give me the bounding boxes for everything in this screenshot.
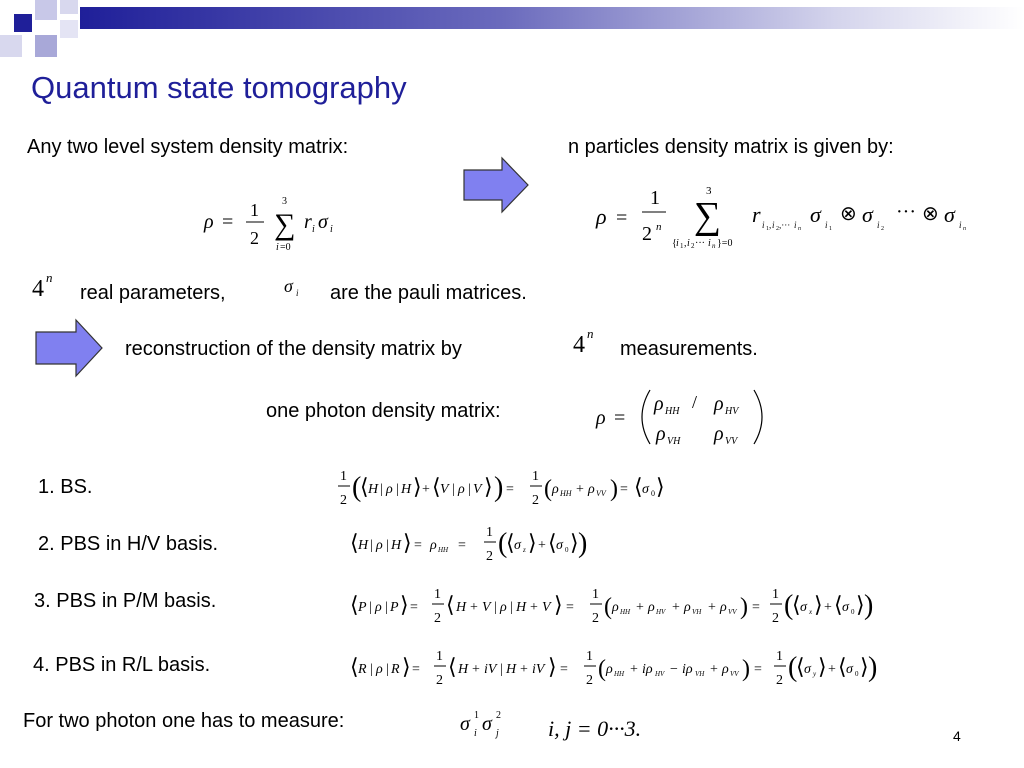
svg-text:H: H [516, 600, 527, 615]
svg-text:⟨: ⟨ [350, 654, 359, 679]
svg-text:R: R [391, 662, 400, 677]
header-square-light [60, 0, 78, 14]
svg-text:2: 2 [340, 493, 347, 508]
svg-text:⟨: ⟨ [634, 474, 643, 499]
svg-text:i: i [474, 728, 477, 739]
svg-text:2: 2 [881, 226, 884, 232]
svg-text:i: i [762, 220, 765, 230]
svg-text:ρ: ρ [722, 662, 729, 677]
svg-text:1: 1 [474, 710, 479, 721]
svg-text:⟨: ⟨ [838, 654, 847, 679]
svg-text:V: V [482, 600, 491, 615]
svg-text:⟩: ⟩ [814, 592, 823, 617]
svg-text:∑: ∑ [694, 195, 722, 237]
svg-text:i: i [687, 238, 690, 249]
svg-text:2: 2 [486, 549, 493, 564]
svg-text:ρ: ρ [430, 538, 437, 553]
svg-text:): ) [740, 594, 748, 620]
svg-text:1: 1 [776, 649, 783, 664]
svg-text:|: | [380, 482, 383, 497]
svg-text:|: | [396, 482, 399, 497]
svg-text:ρ: ρ [596, 204, 607, 229]
svg-text:···: ··· [695, 238, 705, 249]
svg-text:+: + [824, 600, 832, 615]
svg-text:=: = [222, 211, 234, 233]
svg-text:(: ( [544, 476, 552, 502]
formula-sigma-pair [458, 704, 518, 744]
svg-text:=0: =0 [280, 242, 291, 253]
svg-text:0: 0 [565, 546, 569, 554]
formula-4n [30, 270, 64, 306]
svg-text:σ: σ [804, 662, 811, 677]
svg-text:0: 0 [851, 608, 855, 616]
svg-text:σ: σ [642, 482, 649, 497]
svg-text:n: n [963, 226, 966, 232]
svg-text:⟩: ⟩ [570, 530, 579, 555]
svg-text:,: , [684, 238, 687, 249]
svg-text:σ: σ [482, 713, 492, 735]
svg-text:σ: σ [514, 538, 521, 553]
svg-text:0: 0 [855, 670, 859, 678]
svg-text:σ: σ [460, 713, 470, 735]
svg-text:⟩: ⟩ [403, 530, 412, 555]
header-square-dark [14, 14, 32, 32]
svg-text:1: 1 [650, 187, 660, 209]
svg-text:/: / [692, 392, 698, 412]
svg-text:): ) [578, 528, 588, 559]
svg-text:|: | [385, 600, 388, 615]
svg-text:H: H [391, 538, 402, 553]
formula-sigma-i [282, 276, 310, 302]
svg-text:ρ: ρ [588, 482, 595, 497]
svg-text:HV: HV [656, 608, 666, 616]
svg-text:⟨: ⟨ [360, 474, 369, 499]
svg-text:|: | [452, 482, 455, 497]
svg-text:2: 2 [496, 710, 501, 721]
svg-text:ρ: ρ [684, 600, 691, 615]
svg-text:=: = [560, 662, 568, 677]
formula-bs [336, 462, 686, 514]
svg-text:|: | [370, 662, 373, 677]
svg-text:n: n [587, 326, 594, 341]
formula-pbs-rl [348, 642, 918, 692]
svg-text:H: H [506, 662, 517, 677]
svg-text:ρ: ρ [552, 482, 559, 497]
svg-text:ρ: ρ [386, 482, 393, 497]
svg-text:): ) [742, 656, 750, 682]
svg-text:+: + [422, 482, 430, 497]
svg-text:(: ( [352, 472, 362, 503]
svg-text:i: i [794, 220, 797, 230]
svg-text:i: i [877, 220, 880, 230]
svg-text:σ: σ [846, 662, 853, 677]
svg-text:): ) [864, 590, 874, 621]
svg-text:R: R [358, 662, 367, 677]
text-index-range: i, j = 0···3. [548, 716, 642, 741]
svg-text:i: i [676, 238, 679, 249]
svg-text:ρ: ρ [596, 407, 606, 429]
svg-text:3: 3 [282, 196, 287, 207]
svg-text:2: 2 [250, 228, 259, 248]
svg-text:⟩: ⟩ [818, 654, 827, 679]
svg-text:VV: VV [725, 436, 738, 447]
svg-text:⟩: ⟩ [554, 592, 563, 617]
header-square-light [0, 35, 22, 57]
svg-text:iV: iV [484, 662, 497, 677]
svg-text:=: = [754, 662, 762, 677]
svg-text:ρ: ρ [204, 211, 214, 233]
svg-text:H: H [458, 662, 469, 677]
svg-text:σ: σ [944, 202, 955, 227]
text-any-two-level: Any two level system density matrix: [27, 136, 349, 158]
svg-text:+: + [538, 538, 546, 553]
arrow-icon [34, 318, 104, 378]
svg-text:1: 1 [772, 587, 779, 602]
svg-text:(: ( [598, 656, 606, 682]
svg-text:VV: VV [596, 489, 606, 498]
text-pauli: are the pauli matrices. [330, 282, 527, 304]
svg-text:∑: ∑ [274, 208, 296, 241]
svg-text:−: − [670, 662, 678, 677]
svg-text:1: 1 [434, 587, 441, 602]
svg-text:=: = [412, 662, 420, 677]
svg-text:⟩: ⟩ [400, 592, 409, 617]
svg-text:ρ: ρ [375, 600, 382, 615]
svg-text:σ: σ [800, 600, 807, 615]
svg-text:1: 1 [680, 242, 684, 250]
svg-text:2: 2 [434, 611, 441, 626]
svg-text:r: r [304, 211, 312, 233]
svg-text:=: = [506, 482, 514, 497]
svg-text:1: 1 [532, 469, 539, 484]
header-square-mid [35, 35, 57, 57]
svg-text:+: + [472, 662, 480, 677]
svg-text:⟩: ⟩ [856, 592, 865, 617]
svg-text:⟨: ⟨ [446, 592, 455, 617]
svg-text:|: | [369, 600, 372, 615]
svg-text:σ: σ [284, 276, 293, 296]
svg-text:1: 1 [829, 226, 832, 232]
svg-text:|: | [386, 662, 389, 677]
header-square-light [35, 0, 57, 20]
svg-text:n: n [798, 226, 801, 232]
svg-text:⊗: ⊗ [922, 203, 939, 225]
svg-text:iV: iV [532, 662, 545, 677]
text-real-parameters: real parameters, [80, 282, 226, 304]
svg-text:⟩: ⟩ [548, 654, 557, 679]
svg-text:2: 2 [691, 242, 695, 250]
svg-text:x: x [809, 608, 813, 616]
page-number: 4 [953, 728, 961, 744]
svg-text:4: 4 [573, 332, 585, 358]
svg-text:iρ: iρ [682, 662, 693, 677]
svg-text:=: = [614, 407, 626, 429]
svg-text:HV: HV [655, 670, 665, 678]
svg-text:|: | [386, 538, 389, 553]
formula-n-particles [590, 180, 990, 260]
svg-text:i: i [959, 220, 962, 230]
svg-text:2: 2 [772, 611, 779, 626]
svg-text:ρ: ρ [720, 600, 727, 615]
svg-text:⊗: ⊗ [840, 203, 857, 225]
svg-text:V: V [440, 482, 449, 497]
svg-text:ρ: ρ [648, 600, 655, 615]
header-bar [80, 7, 1024, 29]
svg-text:+: + [636, 600, 644, 615]
svg-text:i: i [312, 224, 315, 235]
svg-text:HH: HH [620, 608, 631, 616]
svg-text:+: + [530, 600, 538, 615]
svg-text:⟩: ⟩ [656, 474, 665, 499]
svg-text:⟨: ⟨ [432, 474, 441, 499]
svg-text:P: P [358, 600, 367, 615]
svg-text:ρ: ρ [376, 538, 383, 553]
svg-text:): ) [494, 472, 504, 503]
formula-density-matrix [590, 384, 790, 450]
svg-text:3: 3 [706, 185, 712, 197]
svg-text:1: 1 [250, 200, 259, 220]
formula-pbs-pm [348, 580, 898, 630]
svg-text:i: i [772, 220, 775, 230]
svg-text:VH: VH [695, 670, 705, 678]
svg-text:n: n [656, 221, 662, 233]
svg-text:HH: HH [438, 546, 449, 554]
svg-text:+: + [672, 600, 680, 615]
svg-text:|: | [468, 482, 471, 497]
svg-text:0: 0 [651, 489, 655, 498]
svg-text:H: H [358, 538, 369, 553]
svg-text:ρ: ρ [714, 393, 724, 415]
svg-text:σ: σ [556, 538, 563, 553]
svg-text:i: i [708, 238, 711, 249]
list-item-pbs-hv: 2. PBS in H/V basis. [38, 533, 219, 555]
svg-text:(: ( [788, 652, 798, 683]
svg-text:⟩: ⟩ [413, 474, 422, 499]
svg-text:j: j [496, 728, 499, 739]
svg-text:⟨: ⟨ [834, 592, 843, 617]
svg-text:H: H [401, 482, 412, 497]
svg-text:ρ: ρ [500, 600, 507, 615]
svg-text:): ) [610, 476, 618, 502]
svg-text:HV: HV [725, 406, 739, 417]
svg-text:σ: σ [318, 211, 328, 233]
formula-pbs-hv [348, 518, 598, 568]
svg-text:(: ( [604, 594, 612, 620]
svg-text:ρ: ρ [714, 423, 724, 445]
svg-text:2: 2 [776, 673, 783, 688]
svg-text:n: n [46, 270, 53, 285]
svg-text:⟨: ⟨ [350, 530, 359, 555]
list-item-pbs-pm: 3. PBS in P/M basis. [34, 590, 217, 612]
svg-text:HH: HH [614, 670, 625, 678]
svg-text:=: = [566, 600, 574, 615]
svg-text:+: + [710, 662, 718, 677]
svg-text:y: y [813, 670, 817, 678]
slide-title: Quantum state tomography [31, 70, 407, 105]
svg-text:1: 1 [486, 525, 493, 540]
svg-text:⟩: ⟩ [528, 530, 537, 555]
svg-text:ρ: ρ [654, 393, 664, 415]
svg-text:i: i [825, 220, 828, 230]
svg-text:ρ: ρ [612, 600, 619, 615]
svg-text:V: V [473, 482, 482, 497]
svg-text:4: 4 [32, 276, 44, 302]
text-two-photon: For two photon one has to measure: [23, 710, 345, 732]
svg-text:2: 2 [776, 226, 779, 232]
svg-text:HH: HH [560, 489, 572, 498]
svg-text:P: P [390, 600, 399, 615]
svg-text:}=0: }=0 [717, 238, 733, 249]
svg-text:⟩: ⟩ [484, 474, 493, 499]
svg-text:|: | [494, 600, 497, 615]
svg-text:r: r [752, 202, 761, 227]
svg-text:VH: VH [667, 436, 681, 447]
svg-text:1: 1 [592, 587, 599, 602]
svg-text:V: V [542, 600, 551, 615]
text-n-particles: n particles density matrix is given by: [568, 136, 894, 158]
svg-text:1: 1 [436, 649, 443, 664]
svg-text:2: 2 [642, 223, 652, 245]
svg-text:(: ( [784, 590, 794, 621]
svg-text:H: H [368, 482, 379, 497]
svg-text:σ: σ [810, 202, 821, 227]
svg-text:2: 2 [532, 493, 539, 508]
svg-text:2: 2 [592, 611, 599, 626]
arrow-icon [462, 156, 530, 214]
svg-text:ρ: ρ [606, 662, 613, 677]
text-measurements: measurements. [620, 338, 758, 360]
svg-text:n: n [712, 242, 716, 250]
svg-text:1: 1 [766, 226, 769, 232]
svg-text:ρ: ρ [656, 423, 666, 445]
svg-text:=: = [616, 207, 628, 229]
svg-text:⟨: ⟨ [506, 530, 515, 555]
svg-text:2: 2 [436, 673, 443, 688]
svg-text:|: | [510, 600, 513, 615]
svg-text:⟨: ⟨ [448, 654, 457, 679]
svg-text:σ: σ [862, 202, 873, 227]
svg-text:=: = [414, 538, 422, 553]
svg-text:+: + [470, 600, 478, 615]
svg-text:+: + [576, 482, 584, 497]
svg-text:,: , [769, 220, 772, 230]
svg-text:+: + [828, 662, 836, 677]
svg-text:VV: VV [730, 670, 739, 678]
text-reconstruction: reconstruction of the density matrix by [125, 338, 462, 360]
svg-text:=: = [620, 482, 628, 497]
svg-text:,···: ,··· [779, 220, 791, 230]
svg-text:i: i [276, 242, 279, 253]
svg-text:iρ: iρ [642, 662, 653, 677]
text-one-photon: one photon density matrix: [266, 400, 501, 422]
svg-text:⟨: ⟨ [548, 530, 557, 555]
list-item-bs: 1. BS. [38, 476, 93, 498]
svg-text:=: = [458, 538, 466, 553]
svg-text:VV: VV [728, 608, 737, 616]
svg-text:⟩: ⟩ [860, 654, 869, 679]
svg-text:⟨: ⟨ [796, 654, 805, 679]
list-item-pbs-rl: 4. PBS in R/L basis. [33, 654, 211, 676]
svg-text:⟨: ⟨ [792, 592, 801, 617]
svg-text:=: = [752, 600, 760, 615]
formula-two-level [200, 192, 350, 260]
svg-text:|: | [370, 538, 373, 553]
svg-text:···: ··· [896, 201, 916, 223]
svg-text:⟨: ⟨ [350, 592, 359, 617]
svg-text:|: | [500, 662, 503, 677]
svg-text:σ: σ [842, 600, 849, 615]
svg-text:+: + [520, 662, 528, 677]
svg-text:H: H [456, 600, 467, 615]
svg-text:2: 2 [586, 673, 593, 688]
svg-text:ρ: ρ [458, 482, 465, 497]
svg-text:+: + [630, 662, 638, 677]
svg-text:i: i [296, 288, 299, 298]
svg-text:HH: HH [665, 406, 680, 417]
svg-text:VH: VH [692, 608, 702, 616]
formula-4n-measurements [571, 326, 605, 362]
svg-text:{: { [672, 238, 677, 249]
svg-text:(: ( [498, 528, 508, 559]
svg-text:⟩: ⟩ [402, 654, 411, 679]
svg-text:ρ: ρ [376, 662, 383, 677]
svg-text:+: + [708, 600, 716, 615]
svg-text:z: z [523, 546, 526, 554]
svg-text:): ) [868, 652, 878, 683]
svg-text:1: 1 [340, 469, 347, 484]
svg-text:1: 1 [586, 649, 593, 664]
header-square-light [60, 20, 78, 38]
svg-text:i: i [330, 224, 333, 235]
svg-text:=: = [410, 600, 418, 615]
